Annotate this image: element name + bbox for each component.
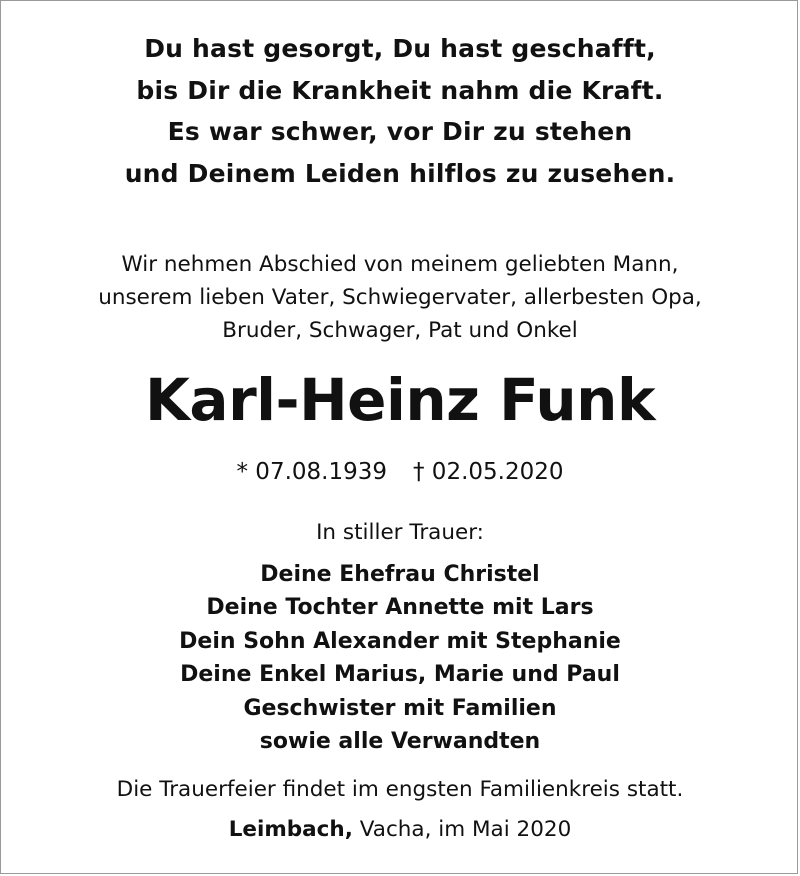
place-rest: Vacha, im Mai 2020	[359, 817, 572, 842]
poem-verse	[0, 28, 800, 194]
mourning-heading: In stiller Trauer:	[316, 520, 484, 545]
farewell-intro	[0, 248, 800, 347]
funeral-note: Die Trauerfeier findet im engsten Familienkreis statt.	[116, 777, 684, 802]
poem-line: und Deinem Leiden hilflos zu zusehen.	[124, 158, 676, 188]
family-member: sowie alle Verwandten	[259, 729, 541, 755]
town-name: Leimbach,	[228, 817, 353, 842]
family-list	[0, 558, 800, 758]
intro-line: unserem lieben Vater, Schwiegervater, allerbesten Opa,	[98, 285, 702, 310]
birth-date: * 07.08.1939	[236, 459, 387, 485]
deceased-name: Karl-Heinz Funk	[144, 366, 656, 434]
family-member: Deine Tochter Annette mit Lars	[206, 595, 594, 621]
poem-line: Es war schwer, vor Dir zu stehen	[167, 117, 633, 146]
family-member: Geschwister mit Familien	[243, 695, 557, 721]
place-and-date	[0, 812, 800, 848]
family-member: Deine Enkel Marius, Marie und Paul	[180, 662, 620, 688]
poem-line: Du hast gesorgt, Du hast geschafft,	[144, 34, 656, 63]
death-date: † 02.05.2020	[413, 459, 564, 485]
intro-line: Bruder, Schwager, Pat und Onkel	[222, 318, 578, 343]
poem-line: bis Dir die Krankheit nahm die Kraft.	[136, 75, 664, 105]
family-member: Dein Sohn Alexander mit Stephanie	[179, 628, 621, 654]
intro-line: Wir nehmen Abschied von meinem geliebten Mann,	[121, 252, 679, 277]
family-member: Deine Ehefrau Christel	[260, 562, 540, 587]
life-dates	[0, 452, 800, 492]
